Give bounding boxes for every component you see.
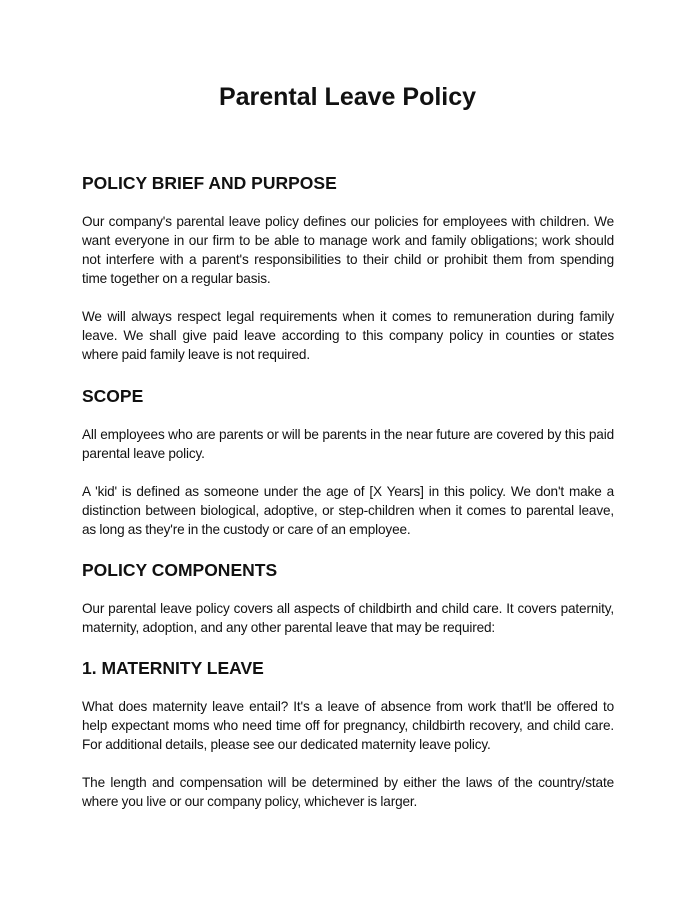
document-body — [82, 170, 614, 811]
heading-maternity-leave: 1. MATERNITY LEAVE — [82, 658, 264, 678]
heading-policy-brief: POLICY BRIEF AND PURPOSE — [82, 173, 337, 193]
paragraph-scope-2: A 'kid' is defined as someone under the age of [X Years] in this policy. We don't make a distinction between biological, adoptive, or step-children when it comes to parental leave, as long as they're in the custody or care of an employee. — [82, 484, 614, 537]
document-title: Parental Leave Policy — [218, 83, 477, 111]
paragraph-brief-1: Our company's parental leave policy defines our policies for employees with children. We want everyone in our firm to be able to manage work and family obligations; work should not interfere with a parent's responsibilities to their child or prohibit them from spending time together on a regular basis. — [82, 214, 614, 286]
paragraph-maternity-2: The length and compensation will be determined by either the laws of the country/state where you live or our company policy, whichever is larger. — [82, 775, 614, 809]
paragraph-brief-2: We will always respect legal requirements when it comes to remuneration during family leave. We shall give paid leave according to this company policy in counties or states where paid family leave is not required. — [82, 309, 614, 362]
heading-policy-components: POLICY COMPONENTS — [82, 560, 278, 580]
paragraph-components-1: Our parental leave policy covers all aspects of childbirth and child care. It covers paternity, maternity, adoption, and any other parental leave that may be required: — [82, 601, 614, 635]
paragraph-maternity-1: What does maternity leave entail? It's a leave of absence from work that'll be offered to help expectant moms who need time off for pregnancy, childbirth recovery, and child care. For additional details, please see our dedicated maternity leave policy. — [82, 699, 614, 752]
paragraph-scope-1: All employees who are parents or will be parents in the near future are covered by this paid parental leave policy. — [82, 427, 614, 461]
heading-scope: SCOPE — [82, 386, 144, 406]
